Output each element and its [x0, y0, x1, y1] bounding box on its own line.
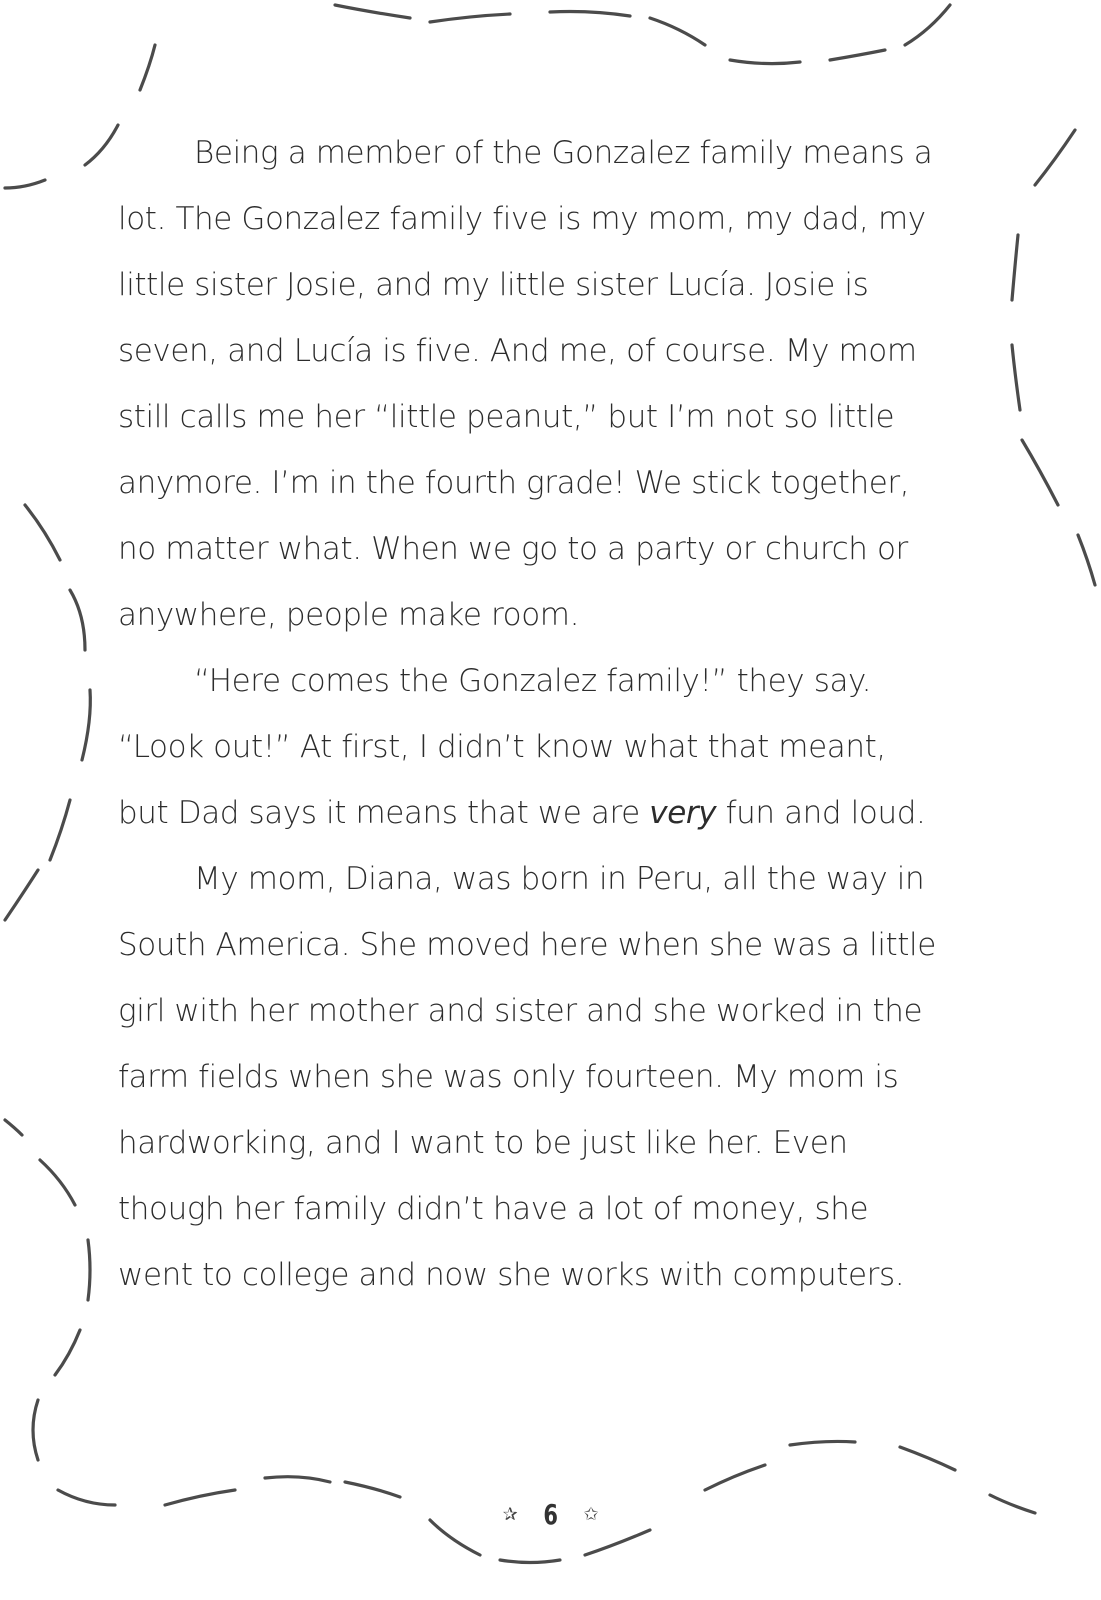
- text-line: no matter what. When we go to a party or church or: [118, 531, 908, 567]
- text-run: fun and loud.: [716, 795, 926, 831]
- text-line: though her family didn’t have a lot of money, she: [118, 1191, 869, 1227]
- paragraph-3: [118, 846, 988, 1308]
- text-line: South America. She moved here when she was a little: [118, 927, 936, 963]
- text-line: still calls me her “little peanut,” but I’m not so little: [118, 399, 895, 435]
- paragraph-2: [118, 648, 988, 846]
- body-text: [118, 120, 988, 1308]
- star-outline-icon: ✩: [583, 1504, 599, 1525]
- text-line: anywhere, people make room.: [118, 597, 580, 633]
- page-number: 6: [543, 1498, 558, 1531]
- text-line: girl with her mother and sister and she worked in the: [118, 993, 923, 1029]
- text-line: Being a member of the Gonzalez family means a: [194, 135, 933, 171]
- text-run: but Dad says it means that we are: [118, 795, 650, 831]
- text-line: little sister Josie, and my little sister Lucía. Josie is: [118, 267, 869, 303]
- text-line: My mom, Diana, was born in Peru, all the way in: [194, 861, 925, 897]
- text-line: hardworking, and I want to be just like her. Even: [118, 1125, 848, 1161]
- text-line: “Look out!” At first, I didn’t know what that meant,: [118, 729, 886, 765]
- text-line: lot. The Gonzalez family five is my mom, my dad, my: [118, 201, 926, 237]
- page-footer: [0, 1498, 1101, 1531]
- text-line: anymore. I’m in the fourth grade! We stick together,: [118, 465, 910, 501]
- paragraph-1: [118, 120, 988, 648]
- star-icon: ✰: [502, 1504, 518, 1525]
- text-line: [118, 780, 988, 846]
- emphasized-word: very: [649, 795, 717, 831]
- text-line: went to college and now she works with computers.: [118, 1257, 905, 1293]
- text-line: seven, and Lucía is five. And me, of course. My mom: [118, 333, 917, 369]
- text-line: “Here comes the Gonzalez family!” they say.: [194, 663, 872, 699]
- text-line: farm fields when she was only fourteen. My mom is: [118, 1059, 899, 1095]
